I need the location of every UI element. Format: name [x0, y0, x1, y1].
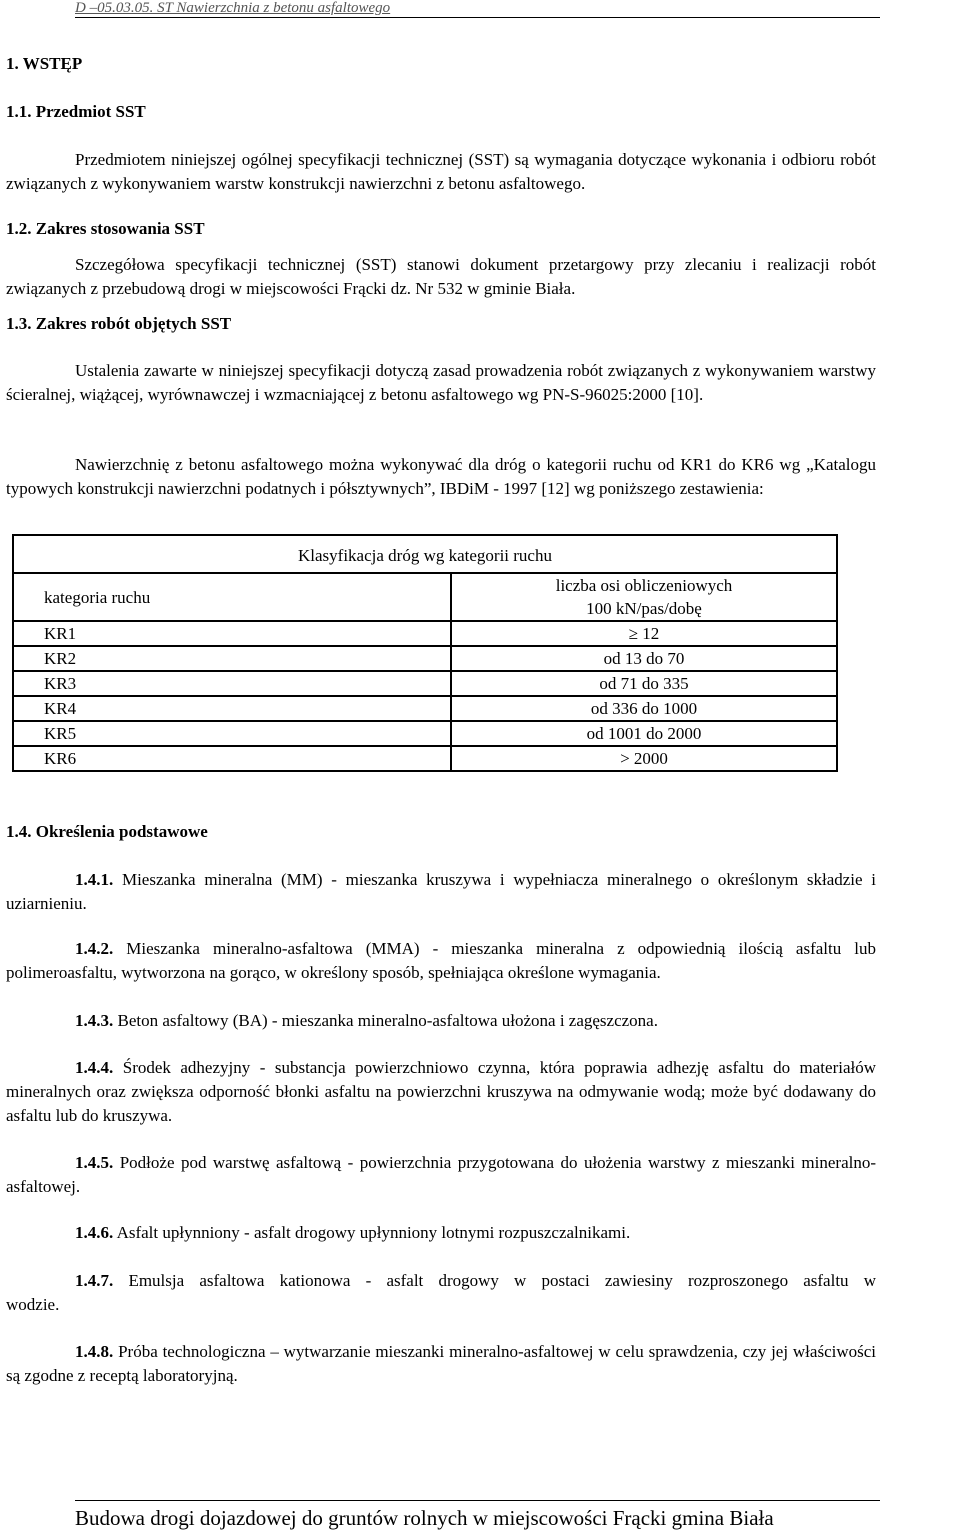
table-title: Klasyfikacja dróg wg kategorii ruchu — [13, 535, 837, 573]
definition-text: Asfalt upłynniony - asfalt drogowy upłynniony lotnymi rozpuszczalnikami. — [116, 1223, 631, 1242]
definition-1-4-6 — [6, 1221, 876, 1245]
definition-number: 1.4.5. — [75, 1153, 114, 1172]
definition-text: Środek adhezyjny - substancja powierzchniowo czynna, która poprawia adhezję asfaltu do materiałów mineralnych oraz zwiększa odporność błonki asfaltu na powierzchni kruszywa na odmywanie wodą; może być dodawany do asfaltu lub do kruszywa. — [6, 1058, 877, 1125]
table-header-axles-line-2: 100 kN/pas/dobę — [586, 599, 702, 618]
section-1-2-paragraph: Szczegółowa specyfikacji technicznej (SST) stanowi dokument przetargowy przy zlecaniu i realizacji robót związanych z przebudową drogi w miejscowości Frącki dz. Nr 532 w gminie Biała. — [6, 255, 876, 298]
section-1-1-paragraph: Przedmiotem niniejszej ogólnej specyfikacji technicznej (SST) są wymagania dotyczące wykonania i odbioru robót związanych z wykonywaniem warstw konstrukcji nawierzchni z betonu asfaltowego. — [6, 150, 876, 193]
definition-text: Podłoże pod warstwę asfaltową - powierzchnia przygotowana do ułożenia warstwy z mieszanki mineralno-asfaltowej. — [6, 1153, 877, 1196]
table-cell-value: od 13 do 70 — [451, 646, 837, 671]
section-1-3-paragraph-2: Nawierzchnię z betonu asfaltowego można wykonywać dla dróg o kategorii ruchu od KR1 do KR6 wg „Katalogu typowych konstrukcji nawierzchni podatnych i półsztywnych”, IBDiM - 1997 [12] wg poniższego zestawienia: — [6, 455, 876, 498]
section-1-3-heading: 1.3. Zakres robót objętych SST — [6, 314, 232, 333]
table-cell-value: > 2000 — [451, 746, 837, 771]
definition-text: Beton asfaltowy (BA) - mieszanka mineralno-asfaltowa ułożona i zagęszczona. — [117, 1011, 658, 1030]
section-1-4-heading: 1.4. Określenia podstawowe — [6, 822, 208, 841]
table-row — [13, 746, 837, 771]
definition-1-4-7 — [6, 1269, 876, 1293]
section-1-3-paragraph-1: Ustalenia zawarte w niniejszej specyfikacji dotyczą zasad prowadzenia robót związanych z wykonywaniem warstwy ścieralnej, wiążącej, wyrównawczej i wzmacniającej z betonu asfaltowego wg PN-S-96025:2000 [10]. — [6, 361, 876, 404]
table-row — [13, 671, 837, 696]
table-cell-value: od 1001 do 2000 — [451, 721, 837, 746]
table-cell-category: KR1 — [13, 621, 451, 646]
table-cell-category: KR2 — [13, 646, 451, 671]
table-header-axles — [451, 573, 837, 621]
table-row — [13, 646, 837, 671]
section-1-heading: 1. WSTĘP — [6, 54, 83, 73]
running-footer: Budowa drogi dojazdowej do gruntów rolnych w miejscowości Frącki gmina Biała — [75, 1500, 880, 1533]
table-row — [13, 696, 837, 721]
section-1-1-heading: 1.1. Przedmiot SST — [6, 102, 146, 121]
definition-1-4-2 — [6, 937, 876, 985]
table-cell-value: od 71 do 335 — [451, 671, 837, 696]
definition-text: Mieszanka mineralno-asfaltowa (MMA) - mieszanka mineralna z odpowiednią ilością asfaltu lub polimeroasfaltu, wytworzona na gorąco, w określony sposób, spełniająca określone wymagania. — [6, 939, 876, 982]
definition-number: 1.4.2. — [75, 939, 114, 958]
table-header-axles-line-1: liczba osi obliczeniowych — [555, 576, 733, 595]
table-cell-value: od 336 do 1000 — [451, 696, 837, 721]
table-cell-value: ≥ 12 — [451, 621, 837, 646]
definition-1-4-5 — [6, 1151, 876, 1199]
table-cell-category: KR6 — [13, 746, 451, 771]
definition-1-4-8 — [6, 1340, 876, 1388]
definition-text: Próba technologiczna – wytwarzanie mieszanki mineralno-asfaltowej w celu sprawdzenia, czy jej właściwości są zgodne z receptą laboratoryjną. — [6, 1342, 876, 1385]
table-row — [13, 721, 837, 746]
running-header: D –05.03.05. ST Nawierzchnia z betonu asfaltowego — [75, 0, 880, 18]
definition-text: Mieszanka mineralna (MM) - mieszanka kruszywa i wypełniacza mineralnego o określonym składzie i uziarnieniu. — [6, 870, 877, 913]
table-header-category: kategoria ruchu — [13, 573, 451, 621]
definition-number: 1.4.6. — [75, 1223, 114, 1242]
definition-number: 1.4.4. — [75, 1058, 114, 1077]
definition-text: Emulsja asfaltowa kationowa - asfalt drogowy w postaci zawiesiny rozproszonego asfaltu w — [128, 1271, 877, 1290]
definition-1-4-7-continuation: wodzie. — [6, 1295, 60, 1314]
section-1-2-heading: 1.2. Zakres stosowania SST — [6, 219, 205, 238]
table-cell-category: KR5 — [13, 721, 451, 746]
definition-1-4-1 — [6, 868, 876, 916]
table-row — [13, 621, 837, 646]
definition-1-4-4 — [6, 1056, 876, 1128]
definition-1-4-3 — [6, 1009, 876, 1033]
definition-number: 1.4.1. — [75, 870, 114, 889]
traffic-category-table — [12, 534, 838, 772]
definition-number: 1.4.3. — [75, 1011, 114, 1030]
table-cell-category: KR3 — [13, 671, 451, 696]
definition-number: 1.4.7. — [75, 1271, 114, 1290]
table-cell-category: KR4 — [13, 696, 451, 721]
definition-number: 1.4.8. — [75, 1342, 114, 1361]
